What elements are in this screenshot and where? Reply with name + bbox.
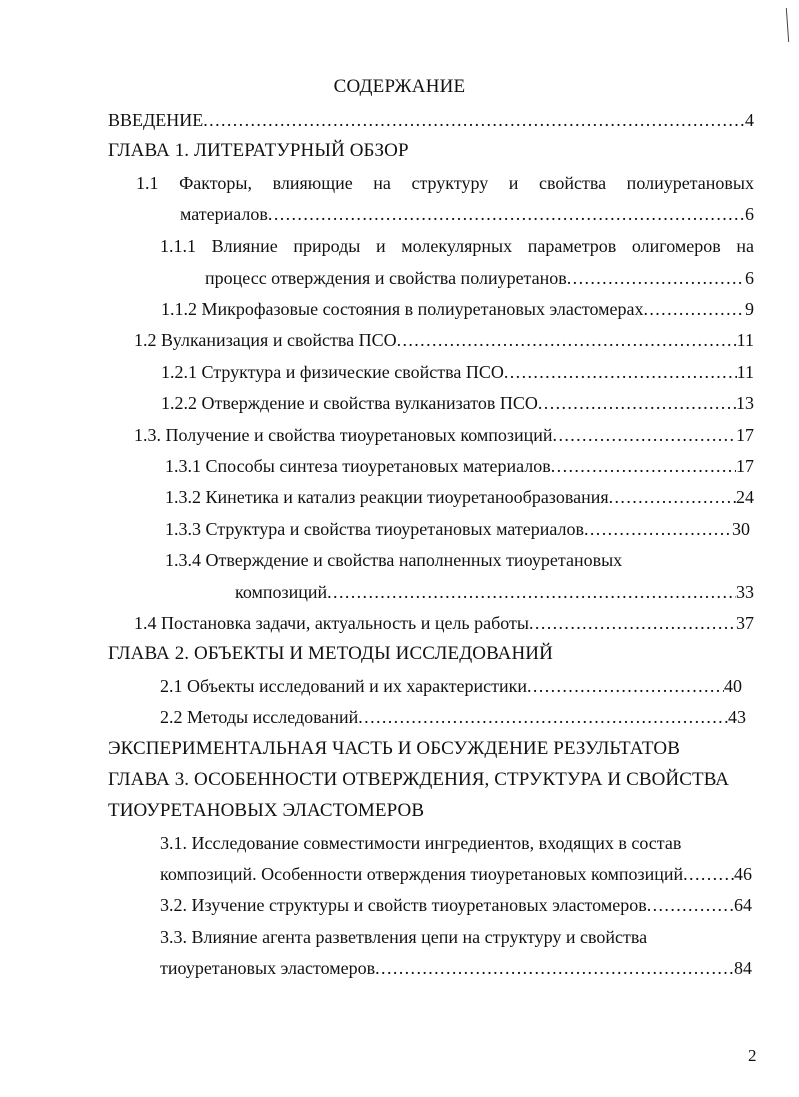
toc-entry-intro[interactable]: [108, 108, 754, 132]
toc-entry-1-3-2[interactable]: [165, 485, 754, 509]
entry-title: 2.1 Объекты исследований и их характеристики: [160, 676, 527, 696]
toc-entry-2-2[interactable]: [160, 705, 746, 729]
entry-title: 3.2. Изучение структуры и свойств тиоуретановых эластомеров: [160, 895, 647, 915]
entry-title: ВВЕДЕНИЕ: [108, 110, 204, 130]
dot-leader: [538, 391, 736, 415]
dot-leader: [504, 360, 737, 384]
entry-title: 1.2.2 Отверждение и свойства вулканизатов ПСО: [161, 393, 538, 413]
entry-page: 6: [745, 204, 754, 224]
toc-entry-3-3[interactable]: [160, 956, 752, 980]
entry-title: 1.3.1 Способы синтеза тиоуретановых материалов: [165, 456, 551, 476]
toc-entry-1-1-line1[interactable]: 1.1 Факторы, влияющие на структуру и свойства полиуретановых: [136, 173, 754, 193]
entry-title: 1.4 Постановка задачи, актуальность и цель работы: [134, 613, 530, 633]
page-number: 2: [748, 1046, 757, 1065]
entry-title: композиций. Особенности отверждения тиоуретановых композиций: [160, 864, 684, 884]
toc-entry-1-4[interactable]: [134, 611, 754, 635]
dot-leader: [527, 674, 724, 698]
toc-entry-1-1-1[interactable]: [205, 266, 754, 290]
dot-leader: [643, 297, 745, 321]
dot-leader: [397, 328, 737, 352]
entry-title: 1.2 Вулканизация и свойства ПСО: [134, 330, 397, 350]
toc-entry-1-2[interactable]: [134, 328, 754, 352]
dot-leader: [327, 580, 736, 604]
toc-chapter-2[interactable]: ГЛАВА 2. ОБЪЕКТЫ И МЕТОДЫ ИССЛЕДОВАНИЙ: [108, 643, 553, 664]
dot-leader: [268, 202, 745, 226]
toc-entry-1-3-3[interactable]: [165, 517, 750, 541]
dot-leader: [609, 485, 736, 509]
dot-leader: [584, 517, 732, 541]
entry-title: 1.3. Получение и свойства тиоуретановых композиций: [134, 425, 553, 445]
entry-title: 1.3.3 Структура и свойства тиоуретановых материалов: [165, 519, 584, 539]
entry-page: 11: [736, 330, 754, 350]
toc-entry-1-3-1[interactable]: [165, 454, 754, 478]
entry-title: 1.1.2 Микрофазовые состояния в полиуретановых эластомерах: [161, 299, 644, 319]
toc-entry-1-3[interactable]: [134, 423, 754, 447]
toc-entry-3-1[interactable]: [160, 862, 752, 886]
toc-entry-1-1[interactable]: [180, 202, 754, 226]
entry-page: 37: [736, 613, 754, 633]
toc-chapter-3-line2[interactable]: ТИОУРЕТАНОВЫХ ЭЛАСТОМЕРОВ: [108, 800, 425, 821]
entry-title: композиций: [235, 582, 328, 602]
entry-page: 64: [734, 895, 752, 915]
toc-entry-2-1[interactable]: [160, 674, 742, 698]
toc-entry-3-1-line1[interactable]: 3.1. Исследование совместимости ингредиентов, входящих в состав: [160, 833, 682, 853]
toc-entry-1-1-1-line1[interactable]: 1.1.1 Влияние природы и молекулярных параметров олигомеров на: [160, 236, 754, 256]
entry-page: 6: [745, 268, 754, 288]
entry-page: 33: [736, 582, 754, 602]
entry-page: 40: [724, 676, 742, 696]
entry-title: материалов: [180, 204, 268, 224]
entry-page: 13: [736, 393, 754, 413]
dot-leader: [358, 705, 728, 729]
dot-leader: [567, 266, 745, 290]
toc-chapter-1[interactable]: ГЛАВА 1. ЛИТЕРАТУРНЫЙ ОБЗОР: [108, 140, 409, 161]
dot-leader: [529, 611, 736, 635]
entry-title: процесс отверждения и свойства полиуретанов: [205, 268, 567, 288]
entry-page: 9: [745, 299, 754, 319]
entry-page: 17: [736, 456, 754, 476]
dot-leader: [551, 454, 736, 478]
entry-page: 43: [728, 707, 746, 727]
entry-page: 4: [745, 110, 754, 130]
entry-title: тиоуретановых эластомеров: [160, 958, 376, 978]
toc-entry-1-3-4[interactable]: [235, 580, 754, 604]
page-title: СОДЕРЖАНИЕ: [333, 76, 466, 97]
entry-page: 30: [732, 519, 750, 539]
entry-page: 84: [734, 958, 752, 978]
toc-experimental-part[interactable]: ЭКСПЕРИМЕНТАЛЬНАЯ ЧАСТЬ И ОБСУЖДЕНИЕ РЕЗУЛЬТАТОВ: [108, 738, 680, 759]
entry-page: 17: [736, 425, 754, 445]
entry-page: 46: [734, 864, 752, 884]
dot-leader: [375, 956, 734, 980]
entry-title: 1.2.1 Структура и физические свойства ПСО: [161, 362, 504, 382]
dot-leader: [553, 423, 736, 447]
toc-entry-1-3-4-line1[interactable]: 1.3.4 Отверждение и свойства наполненных тиоуретановых: [165, 550, 623, 570]
toc-chapter-3-line1[interactable]: ГЛАВА 3. ОСОБЕННОСТИ ОТВЕРЖДЕНИЯ, СТРУКТУРА И СВОЙСТВА: [108, 769, 730, 790]
toc-entry-3-2[interactable]: [160, 893, 752, 917]
entry-page: 11: [736, 362, 754, 382]
margin-mark: [786, 8, 789, 42]
entry-page: 24: [736, 487, 754, 507]
dot-leader: [647, 893, 734, 917]
entry-title: 1.3.2 Кинетика и катализ реакции тиоуретанообразования: [165, 487, 609, 507]
entry-title: 2.2 Методы исследований: [160, 707, 359, 727]
toc-entry-1-2-1[interactable]: [161, 360, 754, 384]
dot-leader: [683, 862, 734, 886]
toc-entry-3-3-line1[interactable]: 3.3. Влияние агента разветвления цепи на структуру и свойства: [160, 927, 648, 947]
dot-leader: [203, 108, 745, 132]
toc-entry-1-2-2[interactable]: [161, 391, 754, 415]
toc-entry-1-1-2[interactable]: [161, 297, 754, 321]
